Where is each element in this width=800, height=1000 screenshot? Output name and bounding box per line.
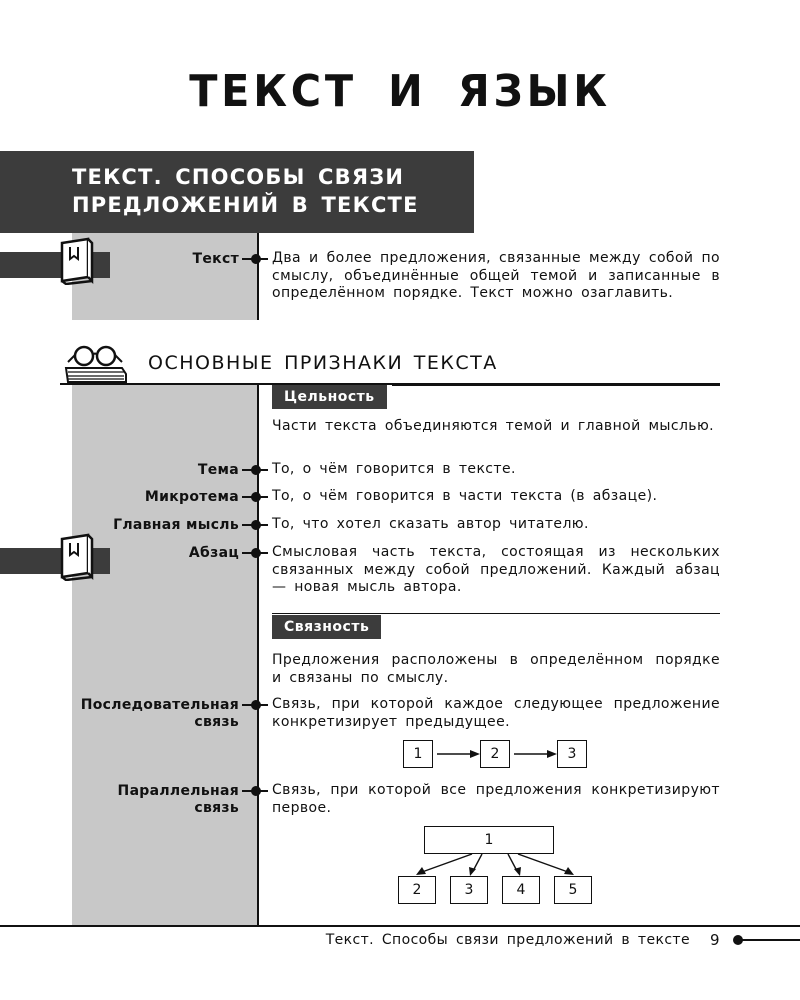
term-sequential-line2: связь (194, 714, 239, 730)
coherence-rule (272, 613, 720, 614)
definition-topic: То, о чём говорится в тексте. (272, 461, 516, 477)
term-connector (258, 552, 268, 554)
sequence-arrows (433, 746, 557, 762)
book-icon (58, 237, 96, 285)
integrity-tag: Цельность (272, 385, 387, 409)
definition-text: Два и более предложения, связанные между собой по смыслу, объединённые общей темой и записанные в определённом порядке. Текст можно озаглавить. (272, 250, 720, 301)
term-connector (258, 704, 268, 706)
parallel-box: 5 (554, 876, 592, 904)
term-connector (258, 524, 268, 526)
footer-rule (0, 925, 800, 927)
term-parallel-line1: Параллельная (117, 783, 239, 799)
term-connector (258, 469, 268, 471)
term-sequential (81, 697, 239, 731)
definition-parallel: Связь, при которой все предложения конкретизируют первое. (272, 782, 720, 816)
term-paragraph: Абзац (188, 545, 239, 561)
integrity-rule (392, 385, 720, 386)
page-title: ТЕКСТ И ЯЗЫК (189, 66, 611, 117)
term-parallel-line2: связь (194, 800, 239, 816)
definition-microtopic: То, о чём говорится в части текста (в абзаце). (272, 488, 658, 504)
page-number: 9 (710, 931, 720, 949)
glasses-book-icon (60, 342, 132, 386)
coherence-intro: Предложения расположены в определённом порядке и связаны по смыслу. (272, 652, 720, 686)
term-microtopic: Микротема (144, 489, 239, 505)
book-icon (58, 533, 96, 581)
parallel-box: 4 (502, 876, 540, 904)
term-connector (258, 258, 268, 260)
parallel-box: 3 (450, 876, 488, 904)
term-text: Текст (192, 251, 239, 267)
term-connector (258, 790, 268, 792)
term-parallel (118, 783, 239, 817)
parallel-box: 2 (398, 876, 436, 904)
term-main-idea: Главная мысль (113, 517, 239, 533)
sequence-box: 2 (480, 740, 510, 768)
footer-tail-rule (740, 939, 800, 941)
parallel-arrows (396, 854, 596, 876)
parallel-top-box: 1 (424, 826, 554, 854)
vertical-rule-top (257, 233, 259, 320)
definition-sequential: Связь, при которой каждое следующее предложение конкретизирует предыдущее. (272, 696, 720, 730)
sequence-box: 3 (557, 740, 587, 768)
term-sequential-line1: Последовательная (80, 697, 239, 713)
section-title-line2: ПРЕДЛОЖЕНИЙ В ТЕКСТЕ (72, 193, 419, 217)
sequence-box: 1 (403, 740, 433, 768)
section-title-line1: ТЕКСТ. СПОСОБЫ СВЯЗИ (72, 165, 405, 189)
integrity-intro: Части текста объединяются темой и главной мыслью. (272, 418, 714, 434)
section-banner (0, 151, 474, 233)
term-topic: Тема (197, 462, 239, 478)
coherence-tag: Связность (272, 615, 381, 639)
term-connector (258, 496, 268, 498)
definition-paragraph: Смысловая часть текста, состоящая из нескольких связанных между собой предложений. Каждый абзац — новая мысль автора. (272, 544, 720, 595)
footer-running-title: Текст. Способы связи предложений в тексте (325, 932, 690, 948)
features-header: ОСНОВНЫЕ ПРИЗНАКИ ТЕКСТА (148, 352, 498, 374)
definition-main-idea: То, что хотел сказать автор читателю. (272, 516, 589, 532)
